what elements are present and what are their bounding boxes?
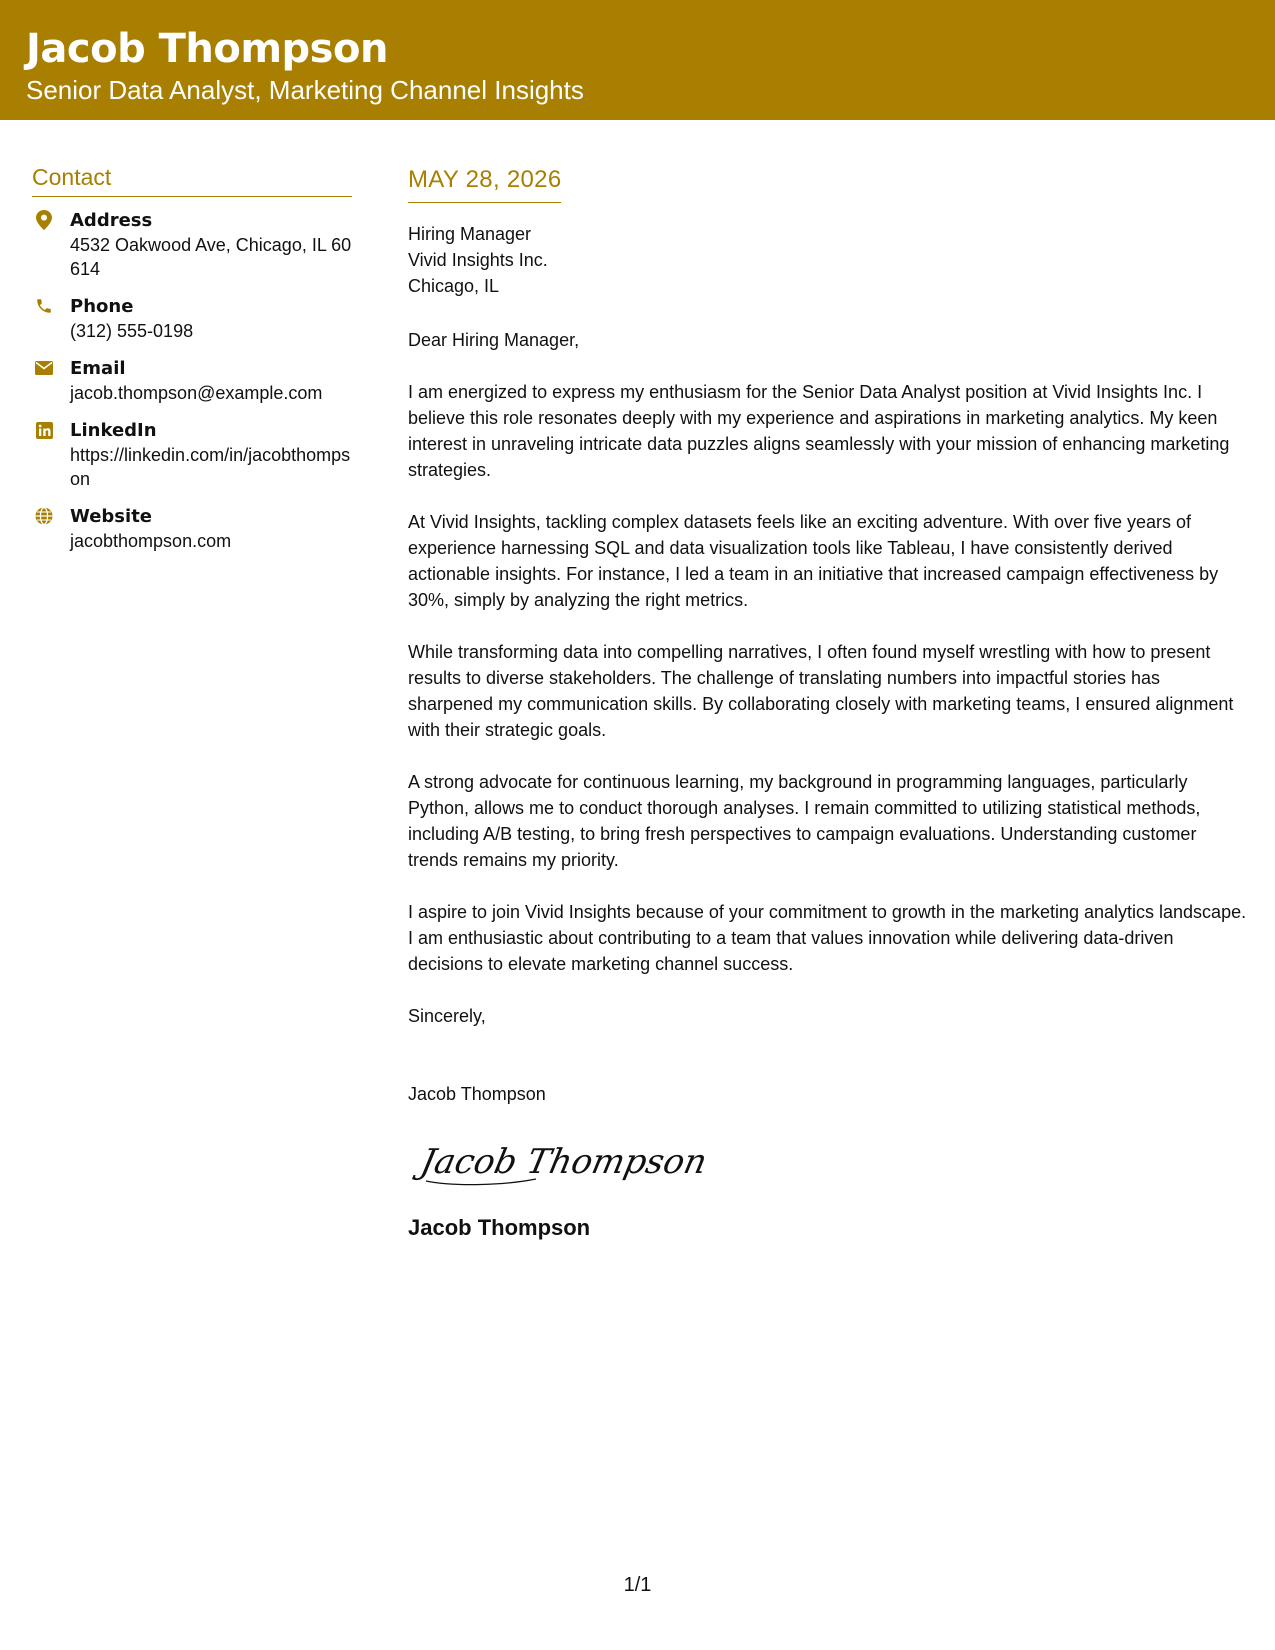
body-paragraph: While transforming data into compelling narratives, I often found myself wrestling with how to present results to diverse stakeholders. The challenge of translating numbers into impactful stories has sharpened my communication skills. By collaborating closely with marketing teams, I ensured alignment with their strategic goals. [408, 642, 1234, 740]
contact-value: jacob.thompson@example.com [70, 383, 323, 403]
map-pin-icon [34, 209, 54, 231]
contact-label: LinkedIn [70, 420, 157, 441]
contact-address [32, 209, 352, 281]
header-banner [0, 0, 1275, 120]
contact-label: Email [70, 358, 126, 379]
contact-value: (312) 555-0198 [70, 321, 194, 341]
contact-phone [32, 295, 352, 343]
contact-value: https://linkedin.com/in/jacobthompson [70, 445, 351, 489]
salutation: Dear Hiring Manager, [408, 330, 580, 350]
svg-text:Jacob Thompson: Jacob Thompson [417, 1142, 711, 1182]
envelope-icon [34, 357, 54, 379]
contact-email [32, 357, 352, 405]
contact-value: 4532 Oakwood Ave, Chicago, IL 60614 [70, 235, 352, 279]
body-paragraph: I aspire to join Vivid Insights because of your commitment to growth in the marketing analytics landscape. I am enthusiastic about contributing to a team that values innovation while delivering data-driven decisions to elevate marketing channel success. [408, 902, 1247, 974]
contact-value: jacobthompson.com [70, 531, 232, 551]
letter-date: MAY 28, 2026 [408, 164, 561, 203]
contact-website [32, 505, 352, 553]
body-paragraph: At Vivid Insights, tackling complex datasets feels like an exciting adventure. With over five years of experience harnessing SQL and data visualization tools like Tableau, I have consistently derived actionable insights. For instance, I led a team in an initiative that increased campaign effectiveness by 30%, simply by analyzing the right metrics. [408, 512, 1219, 610]
recipient-line: Hiring Manager [408, 224, 532, 244]
signer-name: Jacob Thompson [408, 1215, 591, 1240]
contact-label: Website [70, 506, 153, 527]
typed-name: Jacob Thompson [408, 1084, 546, 1104]
recipient-block [408, 221, 1248, 299]
phone-icon [34, 295, 54, 317]
body-paragraph: I am energized to express my enthusiasm for the Senior Data Analyst position at Vivid Insights Inc. I believe this role resonates deeply with my experience and aspirations in marketing analytics. My keen interest in unraveling intricate data puzzles aligns seamlessly with your mission of enhancing marketing strategies. [408, 382, 1230, 480]
contact-label: Address [70, 210, 153, 231]
contact-linkedin [32, 419, 352, 491]
contact-sidebar [32, 162, 352, 567]
applicant-name: Jacob Thompson [26, 26, 388, 72]
globe-icon [34, 505, 54, 527]
contact-label: Phone [70, 296, 134, 317]
body-paragraph: A strong advocate for continuous learning, my background in programming languages, particularly Python, allows me to conduct thorough analyses. I remain committed to utilizing statistical methods, including A/B testing, to bring fresh perspectives to campaign evaluations. Understanding customer trends remains my priority. [408, 772, 1201, 870]
linkedin-icon [34, 419, 54, 441]
closing: Sincerely, [408, 1006, 486, 1026]
page-number: 1/1 [623, 1574, 652, 1596]
recipient-line: Vivid Insights Inc. [408, 250, 548, 270]
handwritten-signature [416, 1131, 711, 1191]
letter-body [408, 164, 1248, 1242]
applicant-title: Senior Data Analyst, Marketing Channel Insights [26, 75, 584, 105]
contact-section-title: Contact [32, 162, 352, 197]
recipient-line: Chicago, IL [408, 276, 500, 296]
